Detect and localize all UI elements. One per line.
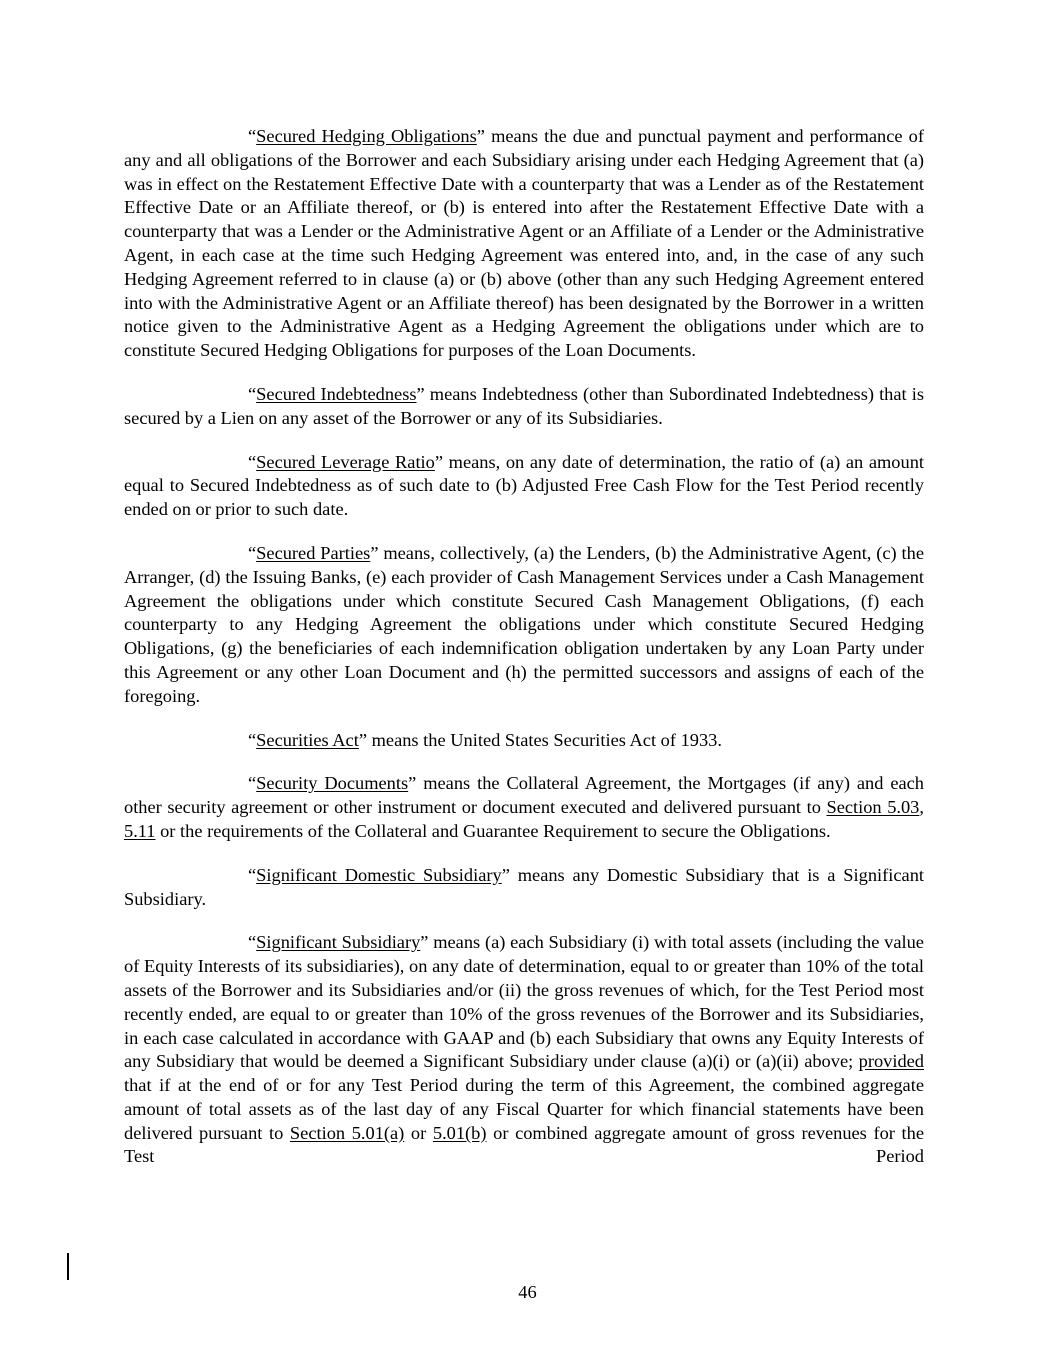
defined-term: Secured Leverage Ratio bbox=[256, 451, 435, 472]
defined-term: Securities Act bbox=[256, 729, 359, 750]
definition-text: ” means, on any date of determination, the ratio of (a) an amount equal to Secured Indebtedness as of such date to (b) Adjusted Free Cash Flow for the Test Period recently ended on or prior to such date. bbox=[124, 451, 924, 520]
definition-text: ” means any Domestic Subsidiary that is a Significant Subsidiary. bbox=[124, 864, 924, 909]
open-quote: “ bbox=[248, 932, 257, 953]
section-reference: Section 5.01(a) bbox=[289, 1122, 405, 1143]
definition-text: ” means Indebtedness (other than Subordinated Indebtedness) that is secured by a Lien on any asset of the Borrower or any of its Subsidiaries. bbox=[124, 383, 925, 428]
definition-secured-leverage-ratio bbox=[124, 451, 924, 522]
definition-securities-act bbox=[124, 729, 924, 753]
defined-term: Secured Indebtedness bbox=[256, 383, 417, 404]
definition-text: ” means the due and punctual payment and performance of any and all obligations of the Borrower and each Subsidiary arising under each Hedging Agreement that (a) was in effect on the Restatement Effective Date with a counterparty that was a Lender as of the Restatement Effective Date or an Affiliate thereof, or (b) is entered into after the Restatement Effective Date with a counterparty that was a Lender or the Administrative Agent or an Affiliate of a Lender or the Administrative Agent, in each case at the time such Hedging Agreement was entered into, and, in the case of any such Hedging Agreement referred to in clause (a) or (b) above (other than any such Hedging Agreement entered into with the Administrative Agent or an Affiliate thereof) has been designated by the Borrower in a written notice given to the Administrative Agent as a Hedging Agreement the obligations under which are to constitute Secured Hedging Obligations for purposes of the Loan Documents. bbox=[124, 126, 924, 361]
section-reference: Section 5.03 bbox=[826, 797, 920, 818]
open-quote: “ bbox=[248, 126, 257, 146]
definition-text: that if at the end of or for any Test Period during the term of this Agreement, the combined aggregate amount of total assets as of the last day of any Fiscal Quarter for which financial statements have been delivered pursuant to bbox=[124, 1075, 924, 1143]
defined-term: Secured Hedging Obligations bbox=[256, 126, 477, 146]
open-quote: “ bbox=[248, 542, 257, 563]
definition-significant-subsidiary bbox=[124, 931, 924, 1169]
open-quote: “ bbox=[248, 383, 257, 404]
page-number: 46 bbox=[518, 1282, 537, 1302]
open-quote: “ bbox=[248, 773, 257, 794]
definitions-section bbox=[124, 125, 924, 1169]
open-quote: “ bbox=[248, 864, 257, 885]
definition-secured-indebtedness bbox=[124, 383, 924, 431]
open-quote: “ bbox=[248, 729, 257, 750]
provided-term: provided bbox=[858, 1051, 924, 1072]
definition-text: ” means the United States Securities Act of 1933. bbox=[358, 729, 722, 750]
definition-text: or combined aggregate amount of gross revenues for the Test Period bbox=[124, 1122, 924, 1167]
defined-term: Secured Parties bbox=[256, 542, 371, 563]
open-quote: “ bbox=[248, 451, 257, 472]
section-reference: 5.11 bbox=[124, 820, 156, 841]
section-reference: 5.01(b) bbox=[432, 1122, 487, 1143]
defined-term: Significant Subsidiary bbox=[256, 932, 421, 953]
definition-secured-hedging-obligations bbox=[124, 125, 924, 363]
definition-text: ” means (a) each Subsidiary (i) with total assets (including the value of Equity Interests of its subsidiaries), on any date of determination, equal to or greater than 10% of the total assets of the Borrower and its Subsidiaries and/or (ii) the gross revenues of which, for the Test Period most recently ended, are equal to or greater than 10% of the gross revenues of the Borrower and its Subsidiaries, in each case calculated in accordance with GAAP and (b) each Subsidiary that owns any Equity Interests of any Subsidiary that would be deemed a Significant Subsidiary under clause (a)(i) or (a)(ii) above; bbox=[124, 932, 924, 1072]
definition-text: or the requirements of the Collateral and Guarantee Requirement to secure the Obligations. bbox=[155, 820, 831, 841]
defined-term: Security Documents bbox=[256, 773, 409, 794]
revision-bar bbox=[67, 1253, 69, 1280]
definition-text: , bbox=[919, 797, 924, 818]
definition-significant-domestic-subsidiary bbox=[124, 864, 924, 912]
defined-term: Significant Domestic Subsidiary bbox=[256, 864, 502, 885]
definition-text: ” means the Collateral Agreement, the Mortgages (if any) and each other security agreement or other instrument or document executed and delivered pursuant to bbox=[124, 773, 924, 818]
definition-text: ” means, collectively, (a) the Lenders, (b) the Administrative Agent, (c) the Arranger, (d) the Issuing Banks, (e) each provider of Cash Management Services under a Cash Management Agreement the obligations under which constitute Secured Cash Management Obligations, (f) each counterparty to any Hedging Agreement the obligations under which constitute Secured Hedging Obligations, (g) the beneficiaries of each indemnification obligation undertaken by any Loan Party under this Agreement or any other Loan Document and (h) the permitted successors and assigns of each of the foregoing. bbox=[124, 542, 924, 706]
definition-secured-parties bbox=[124, 542, 924, 709]
definition-security-documents bbox=[124, 772, 924, 843]
definition-text: or bbox=[404, 1122, 433, 1143]
